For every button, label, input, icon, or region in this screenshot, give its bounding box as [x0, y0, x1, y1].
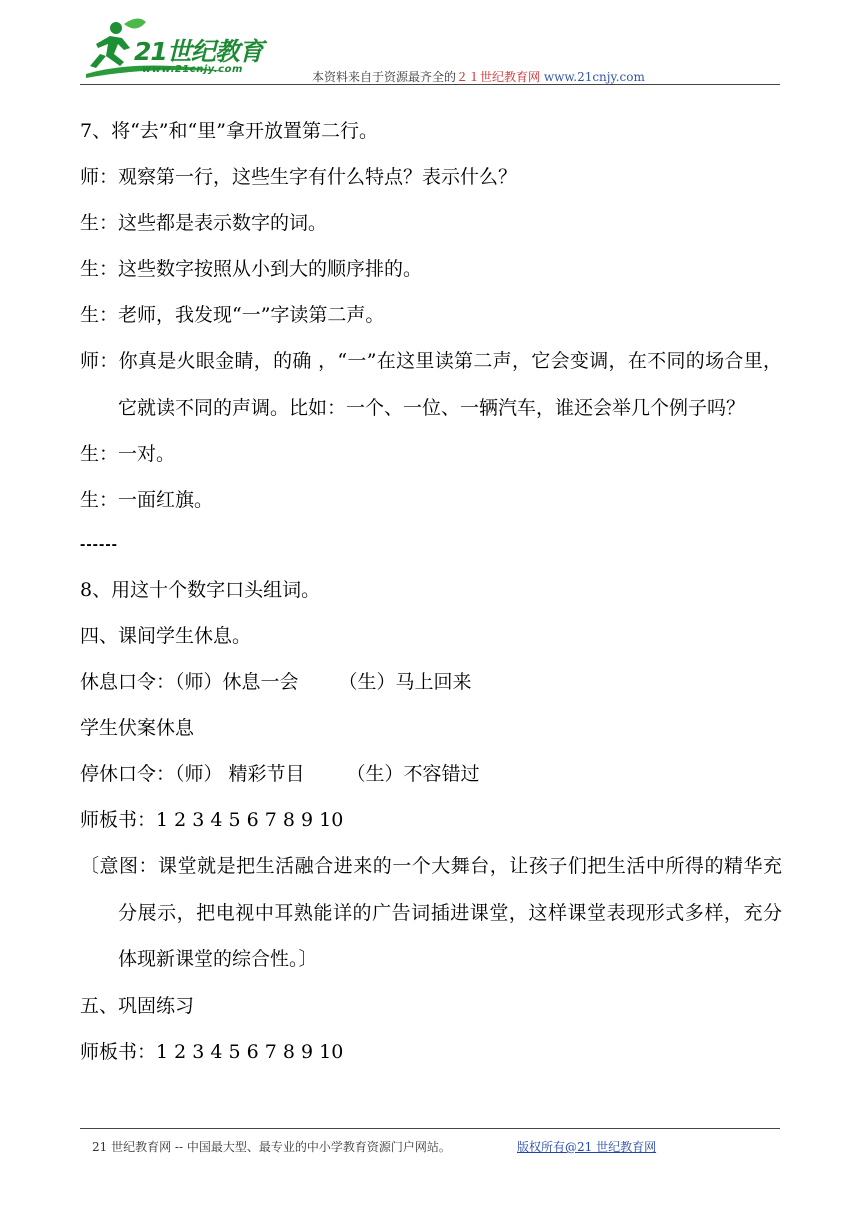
page-header	[80, 14, 780, 86]
header-note-url[interactable]: www.21cnjy.com	[543, 70, 645, 84]
command-student: （生）不容错过	[346, 763, 480, 785]
section-heading: 五、巩固练习	[80, 994, 195, 1017]
paragraph: 生：这些数字按照从小到大的顺序排的。	[80, 258, 423, 280]
footer-divider	[80, 1128, 780, 1129]
command-teacher: 停休口令：（师） 精彩节目	[80, 763, 305, 785]
logo	[80, 14, 290, 82]
paragraph: 师板书：1 2 3 4 5 6 7 8 9 10	[80, 1040, 344, 1063]
paragraph: 生：一对。	[80, 443, 176, 465]
intent-note: 〔意图：课堂就是把生活融合进来的一个大舞台，让孩子们把生活中所得的精华充分展示，把电视中耳熟能详的广告词插进课堂，这样课堂表现形式多样，充分体现新课堂的综合性。〕	[80, 855, 782, 970]
document-body	[80, 108, 782, 1075]
command-student: （生）马上回来	[338, 671, 472, 693]
footer-text: 21 世纪教育网 -- 中国最大型、最专业的中小学教育资源门户网站。	[92, 1140, 451, 1154]
dash-separator: ------	[80, 536, 118, 553]
header-note	[312, 68, 645, 85]
header-note-prefix: 本资料来自于资源最齐全的	[312, 70, 457, 84]
paragraph: 8、用这十个数字口头组词。	[80, 579, 321, 601]
copyright-link[interactable]: 版权所有@21 世纪教育网	[517, 1140, 657, 1154]
paragraph: 7、将“去”和“里”拿开放置第二行。	[80, 120, 378, 142]
logo-brand-text: 21世纪教育	[134, 37, 263, 66]
section-heading: 四、课间学生休息。	[80, 625, 252, 647]
header-divider	[80, 84, 780, 85]
header-note-brand: ２１世纪教育网	[456, 70, 541, 84]
paragraph: 师：你真是火眼金睛，的确 ，“一”在这里读第二声，它会变调，在不同的场合里，它就读不同的声调。比如：一个、一位、一辆汽车，谁还会举几个例子吗？	[80, 350, 782, 419]
paragraph: 生：老师，我发现“一”字读第二声。	[80, 304, 385, 326]
command-teacher: 休息口令：（师）休息一会	[80, 671, 299, 693]
paragraph	[80, 659, 782, 705]
paragraph: 学生伏案休息	[80, 717, 195, 739]
paragraph	[80, 751, 782, 797]
paragraph: 师板书：1 2 3 4 5 6 7 8 9 10	[80, 809, 344, 831]
paragraph: 生：这些都是表示数字的词。	[80, 212, 328, 234]
paragraph: 师：观察第一行，这些生字有什么特点？表示什么？	[80, 166, 518, 188]
paragraph: 生：一面红旗。	[80, 489, 214, 511]
logo-url-text: www.21cnjy.com	[142, 64, 243, 75]
